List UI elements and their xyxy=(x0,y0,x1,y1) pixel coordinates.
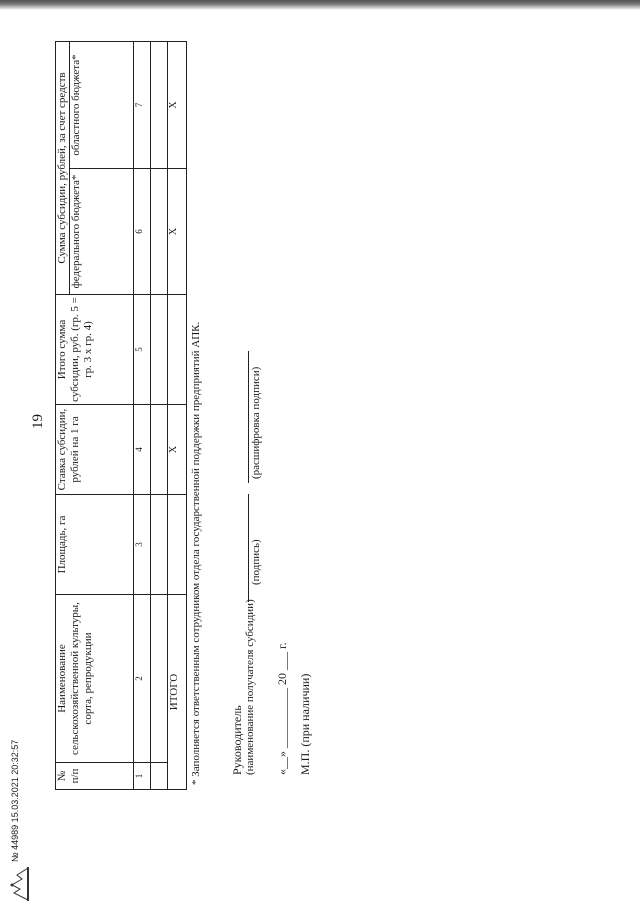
table-header-row xyxy=(56,41,70,789)
table-cell xyxy=(151,169,168,295)
header-regional: областного бюджета* xyxy=(70,41,134,168)
column-number: 2 xyxy=(134,595,151,763)
header-crop: Наименование сельскохозяйственной культуры, сорта, репродукции xyxy=(56,595,134,763)
column-number: 7 xyxy=(134,41,151,168)
total-rate-cell: Х xyxy=(168,405,187,495)
table-cell xyxy=(151,405,168,495)
recipient-caption: (наименование получателя субсидии) xyxy=(244,599,256,775)
page-number: 19 xyxy=(30,414,46,429)
table-cell xyxy=(151,495,168,595)
column-number: 3 xyxy=(134,495,151,595)
registry-logo-icon xyxy=(8,865,30,903)
total-regional-cell: Х xyxy=(168,41,187,168)
table-cell xyxy=(151,41,168,168)
date-line: «__» __________ 20 ___ г. xyxy=(275,642,289,775)
table-cell xyxy=(151,295,168,405)
header-area: Площадь, га xyxy=(56,495,134,595)
table-cell xyxy=(151,595,168,763)
table-row-empty xyxy=(151,41,168,789)
footnote: * Заполняется ответственным сотрудником отдела государственной поддержки предприятий АПК. xyxy=(190,321,202,785)
header-budget-group: Сумма субсидии, рублей, за счет средств xyxy=(56,41,70,294)
head-label: Руководитель xyxy=(230,705,244,775)
column-number-row xyxy=(134,41,151,789)
header-rate: Ставка субсидии, рублей на 1 га xyxy=(56,405,134,495)
column-number: 5 xyxy=(134,295,151,405)
column-number: 6 xyxy=(134,169,151,295)
signature-decode-caption: (расшифровка подписи) xyxy=(250,366,262,479)
subsidy-table xyxy=(55,41,187,790)
table-total-row xyxy=(168,41,187,789)
total-federal-cell: Х xyxy=(168,169,187,295)
document-registration-stamp: № 44989 15.03.2021 20:32:57 xyxy=(10,739,20,862)
header-num: № п/п xyxy=(56,763,134,790)
total-area-cell xyxy=(168,495,187,595)
header-federal: федерального бюджета* xyxy=(70,169,134,295)
total-label: ИТОГО xyxy=(168,595,187,790)
column-number: 1 xyxy=(134,763,151,790)
signature-caption: (подпись) xyxy=(250,539,262,585)
signature-line xyxy=(248,494,249,602)
header-total: Итого сумма субсидии, руб. (гр. 5 = гр. 3 х гр. 4) xyxy=(56,295,134,405)
table-cell xyxy=(151,763,168,790)
signature-decode-line xyxy=(248,351,249,483)
total-sum-cell xyxy=(168,295,187,405)
column-number: 4 xyxy=(134,405,151,495)
stamp-label: М.П. (при наличии) xyxy=(298,673,312,775)
